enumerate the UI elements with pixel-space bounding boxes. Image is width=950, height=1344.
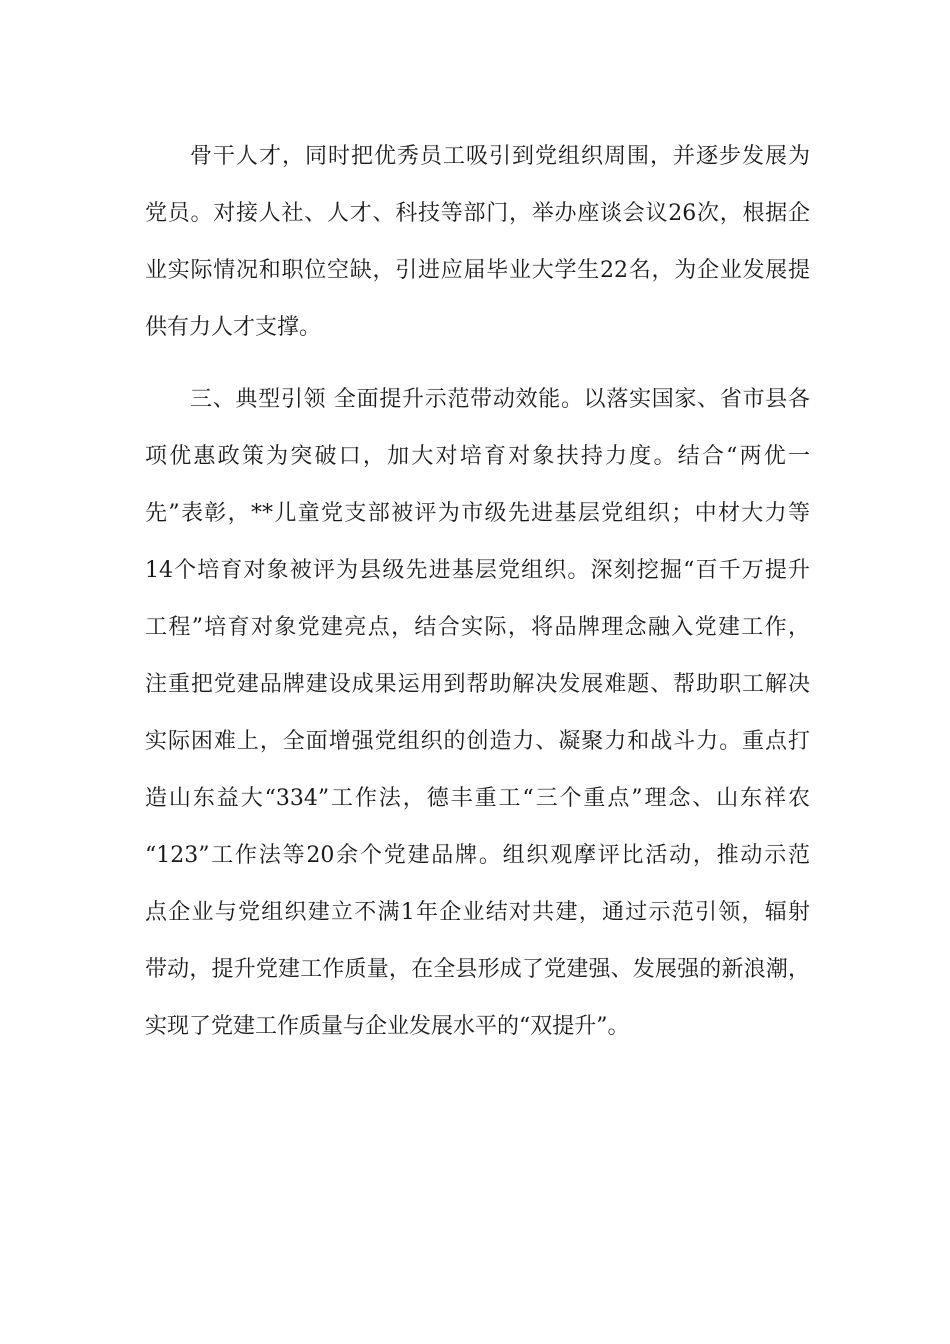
paragraph-line: 实际困难上，全面增强党组织的创造力、凝聚力和战斗力。重点打 [145, 729, 810, 754]
paragraph-line: 先”表彰，**儿童党支部被评为市级先进基层党组织；中材大力等 [145, 501, 810, 526]
paragraph-line: 三、典型引领 全面提升示范带动效能。以落实国家、省市县各 [190, 387, 810, 412]
paragraph-line: 带动，提升党建工作质量，在全县形成了党建强、发展强的新浪潮， [145, 957, 810, 982]
paragraph-line: 注重把党建品牌建设成果运用到帮助解决发展难题、帮助职工解决 [145, 672, 810, 697]
paragraph-line: 骨干人才，同时把优秀员工吸引到党组织周围，并逐步发展为 [190, 144, 810, 169]
paragraph-spacer [145, 356, 810, 371]
paragraph-1 [145, 128, 810, 356]
paragraph-line: 业实际情况和职位空缺，引进应届毕业大学生22名，为企业发展提 [145, 258, 810, 283]
paragraph-line: 党员。对接人社、人才、科技等部门，举办座谈会议26次，根据企 [145, 201, 810, 226]
paragraph-line: “123”工作法等20余个党建品牌。组织观摩评比活动，推动示范 [145, 843, 810, 868]
paragraph-line: 14个培育对象被评为县级先进基层党组织。深刻挖掘“百千万提升 [145, 558, 810, 583]
paragraph-line: 点企业与党组织建立不满1年企业结对共建，通过示范引领，辐射 [145, 900, 810, 925]
paragraph-line: 供有力人才支撑。 [145, 315, 322, 340]
paragraph-line: 造山东益大“334”工作法，德丰重工“三个重点”理念、山东祥农 [145, 786, 810, 811]
paragraph-line: 项优惠政策为突破口，加大对培育对象扶持力度。结合“两优一 [145, 444, 810, 469]
paragraph-line: 工程”培育对象党建亮点，结合实际，将品牌理念融入党建工作， [145, 615, 810, 640]
paragraph-2 [145, 371, 810, 1055]
document-body [145, 128, 810, 1055]
paragraph-line: 实现了党建工作质量与企业发展水平的“双提升”。 [145, 1014, 630, 1039]
